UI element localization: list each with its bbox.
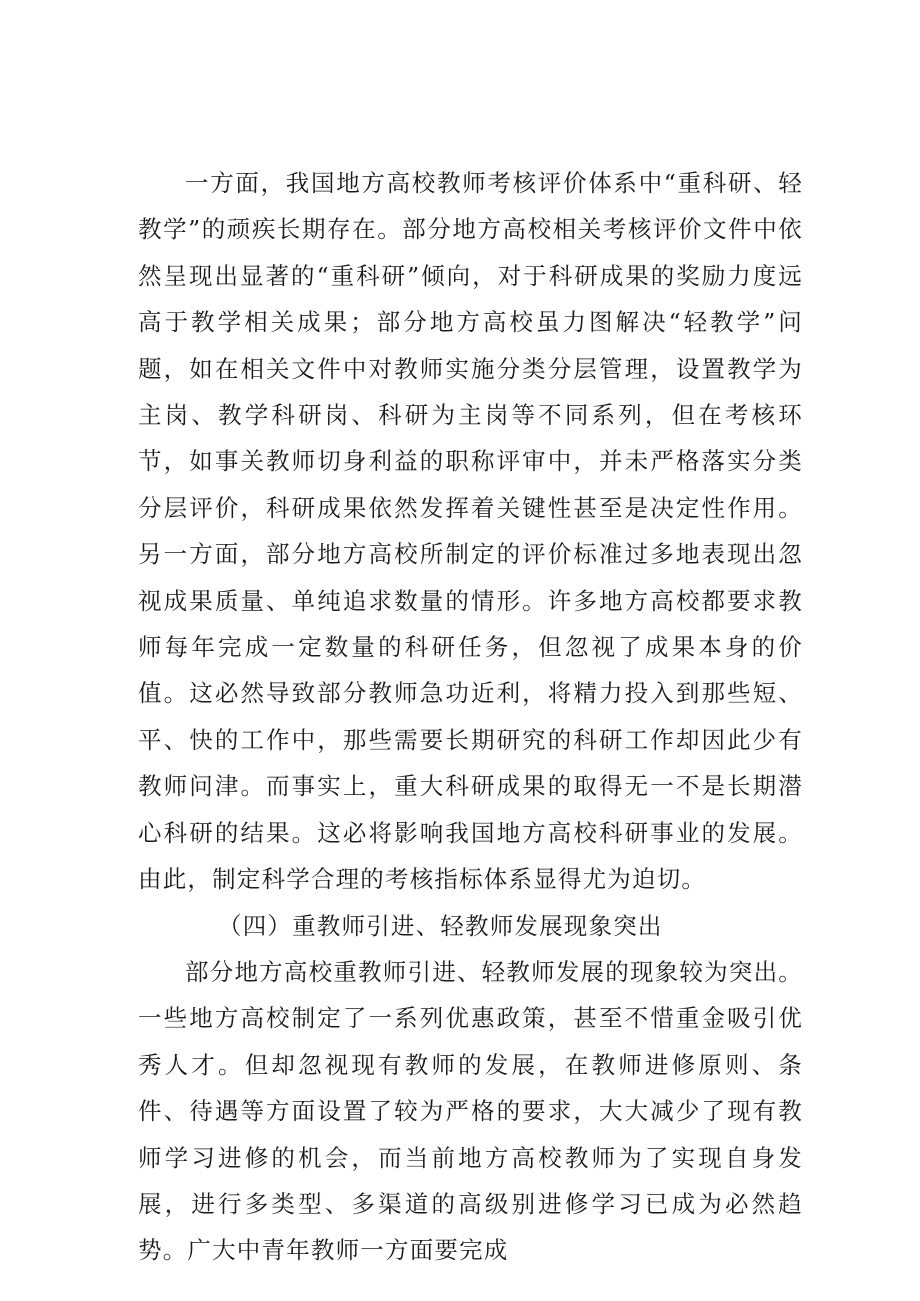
paragraph-1: 一方面，我国地方高校教师考核评价体系中“重科研、轻教学”的顽疾长期存在。部分地方高校相关考核评价文件中依然呈现出显著的“重科研”倾向，对于科研成果的奖励力度远高于教学相关成果；部分地方高校虽力图解决“轻教学”问题，如在相关文件中对教师实施分类分层管理，设置教学为主岗、教学科研岗、科研为主岗等不同系列，但在考核环节，如事关教师切身利益的职称评审中，并未严格落实分类分层评价，科研成果依然发挥着关键性甚至是决定性作用。另一方面，部分地方高校所制定的评价标准过多地表现出忽视成果质量、单纯追求数量的情形。许多地方高校都要求教师每年完成一定数量的科研任务，但忽视了成果本身的价值。这必然导致部分教师急功近利，将精力投入到那些短、平、快的工作中，那些需要长期研究的科研工作却因此少有教师问津。而事实上，重大科研成果的取得无一不是长期潜心科研的结果。这必将影响我国地方高校科研事业的发展。由此，制定科学合理的考核指标体系显得尤为迫切。 [138, 169, 803, 894]
paragraph-2: 部分地方高校重教师引进、轻教师发展的现象较为突出。一些地方高校制定了一系列优惠政策，甚至不惜重金吸引优秀人才。但却忽视现有教师的发展，在教师进修原则、条件、待遇等方面设置了较为严格的要求，大大减少了现有教师学习进修的机会，而当前地方高校教师为了实现自身发展，进行多类型、多渠道的高级别进修学习已成为必然趋势。广大中青年教师一方面要完成 [138, 957, 803, 1265]
section-heading: （四）重教师引进、轻教师发展现象突出 [218, 911, 663, 940]
document-body [138, 160, 803, 1274]
